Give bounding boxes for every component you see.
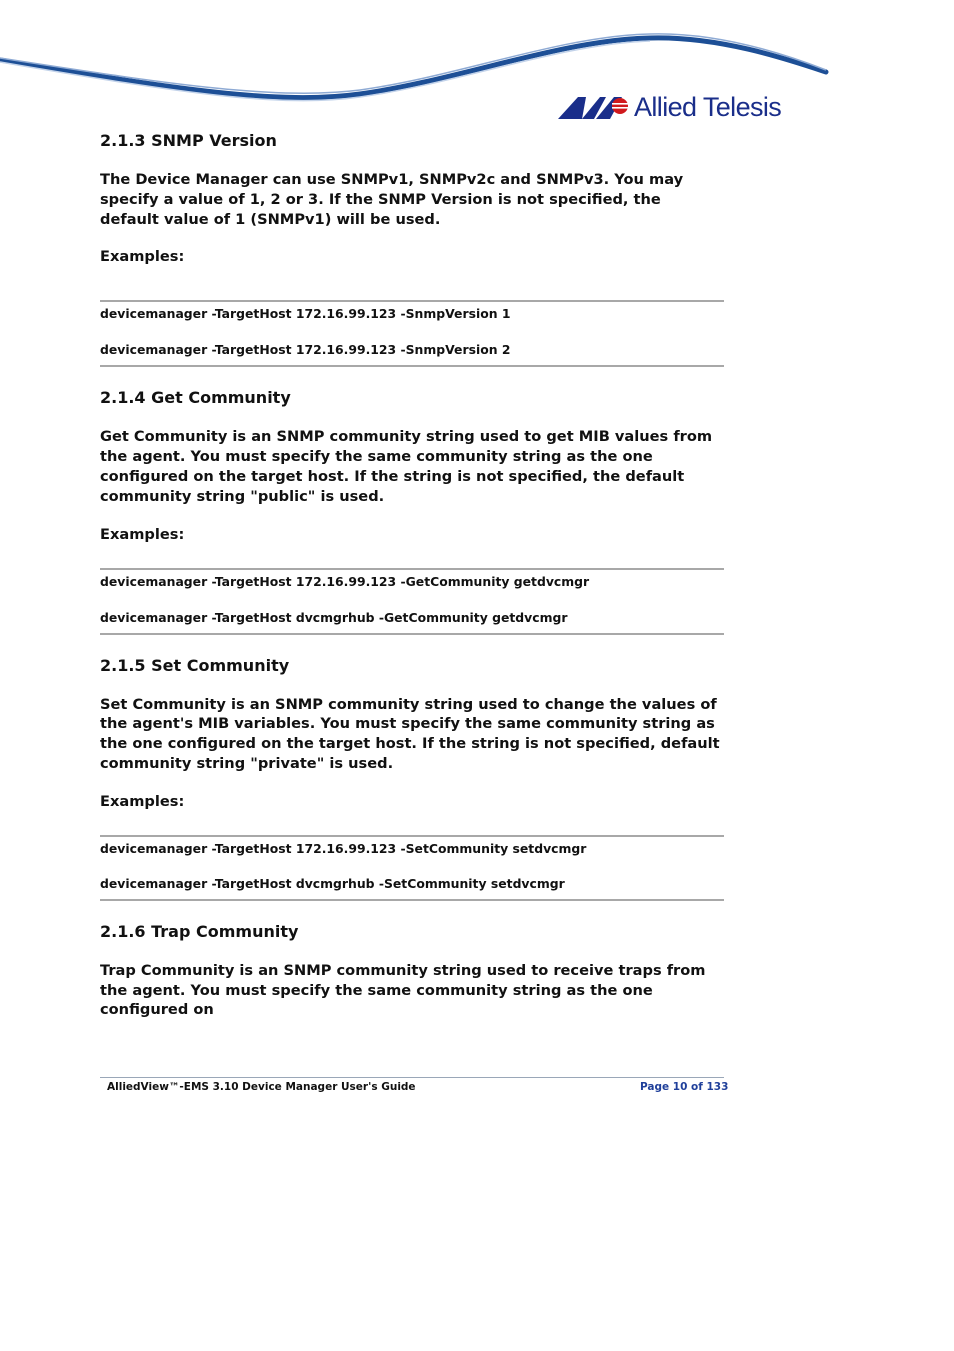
example-box xyxy=(100,300,724,367)
document-content xyxy=(100,130,724,1020)
section-set-community xyxy=(100,655,724,901)
section-body: The Device Manager can use SNMPv1, SNMPv2c and SNMPv3. You may specify a value of 1, 2 or 3. If the SNMP Version is not specified, the default value of 1 (SNMPv1) will be used. xyxy=(100,171,684,228)
section-snmp-version xyxy=(100,130,724,367)
examples-label: Examples: xyxy=(100,525,185,543)
section-get-community xyxy=(100,387,724,634)
examples-label: Examples: xyxy=(100,248,185,266)
footer-divider xyxy=(100,1077,724,1078)
section-heading: 2.1.4 Get Community xyxy=(100,388,291,408)
section-heading: 2.1.3 SNMP Version xyxy=(100,131,277,150)
section-heading: 2.1.6 Trap Community xyxy=(100,921,299,941)
section-body: Trap Community is an SNMP community string used to receive traps from the agent. You must specify the same community string as the one configured on xyxy=(100,961,706,1019)
example-box xyxy=(100,568,724,635)
footer-document-title: AlliedView™-EMS 3.10 Device Manager User's Guide xyxy=(107,1081,416,1093)
example-command: devicemanager -TargetHost dvcmgrhub -GetCommunity getdvcmgr xyxy=(100,609,568,625)
example-command: devicemanager -TargetHost 172.16.99.123 -SnmpVersion 2 xyxy=(100,342,511,358)
section-body: Get Community is an SNMP community string used to get MIB values from the agent. You must specify the same community string as the one configured on the target host. If the string is not specified, the default community string "public" is used. xyxy=(100,428,713,505)
header-swoosh xyxy=(0,0,954,110)
example-command: devicemanager -TargetHost 172.16.99.123 -SetCommunity setdvcmgr xyxy=(100,840,587,856)
section-heading: 2.1.5 Set Community xyxy=(100,655,290,675)
example-command: devicemanager -TargetHost dvcmgrhub -SetCommunity setdvcmgr xyxy=(100,875,565,891)
examples-label: Examples: xyxy=(100,792,185,810)
logo-wordmark: Allied Telesis xyxy=(634,92,782,122)
section-body: Set Community is an SNMP community string used to change the values of the agent's MIB variables. You must specify the same community string as the one configured on the target host. If the string is not specified, default community string "private" is used. xyxy=(100,695,720,772)
section-trap-community xyxy=(100,921,724,1020)
example-command: devicemanager -TargetHost 172.16.99.123 -SnmpVersion 1 xyxy=(100,306,511,322)
example-command: devicemanager -TargetHost 172.16.99.123 -GetCommunity getdvcmgr xyxy=(100,573,590,589)
footer-page-number: Page 10 of 133 xyxy=(640,1081,729,1093)
example-box xyxy=(100,835,724,901)
